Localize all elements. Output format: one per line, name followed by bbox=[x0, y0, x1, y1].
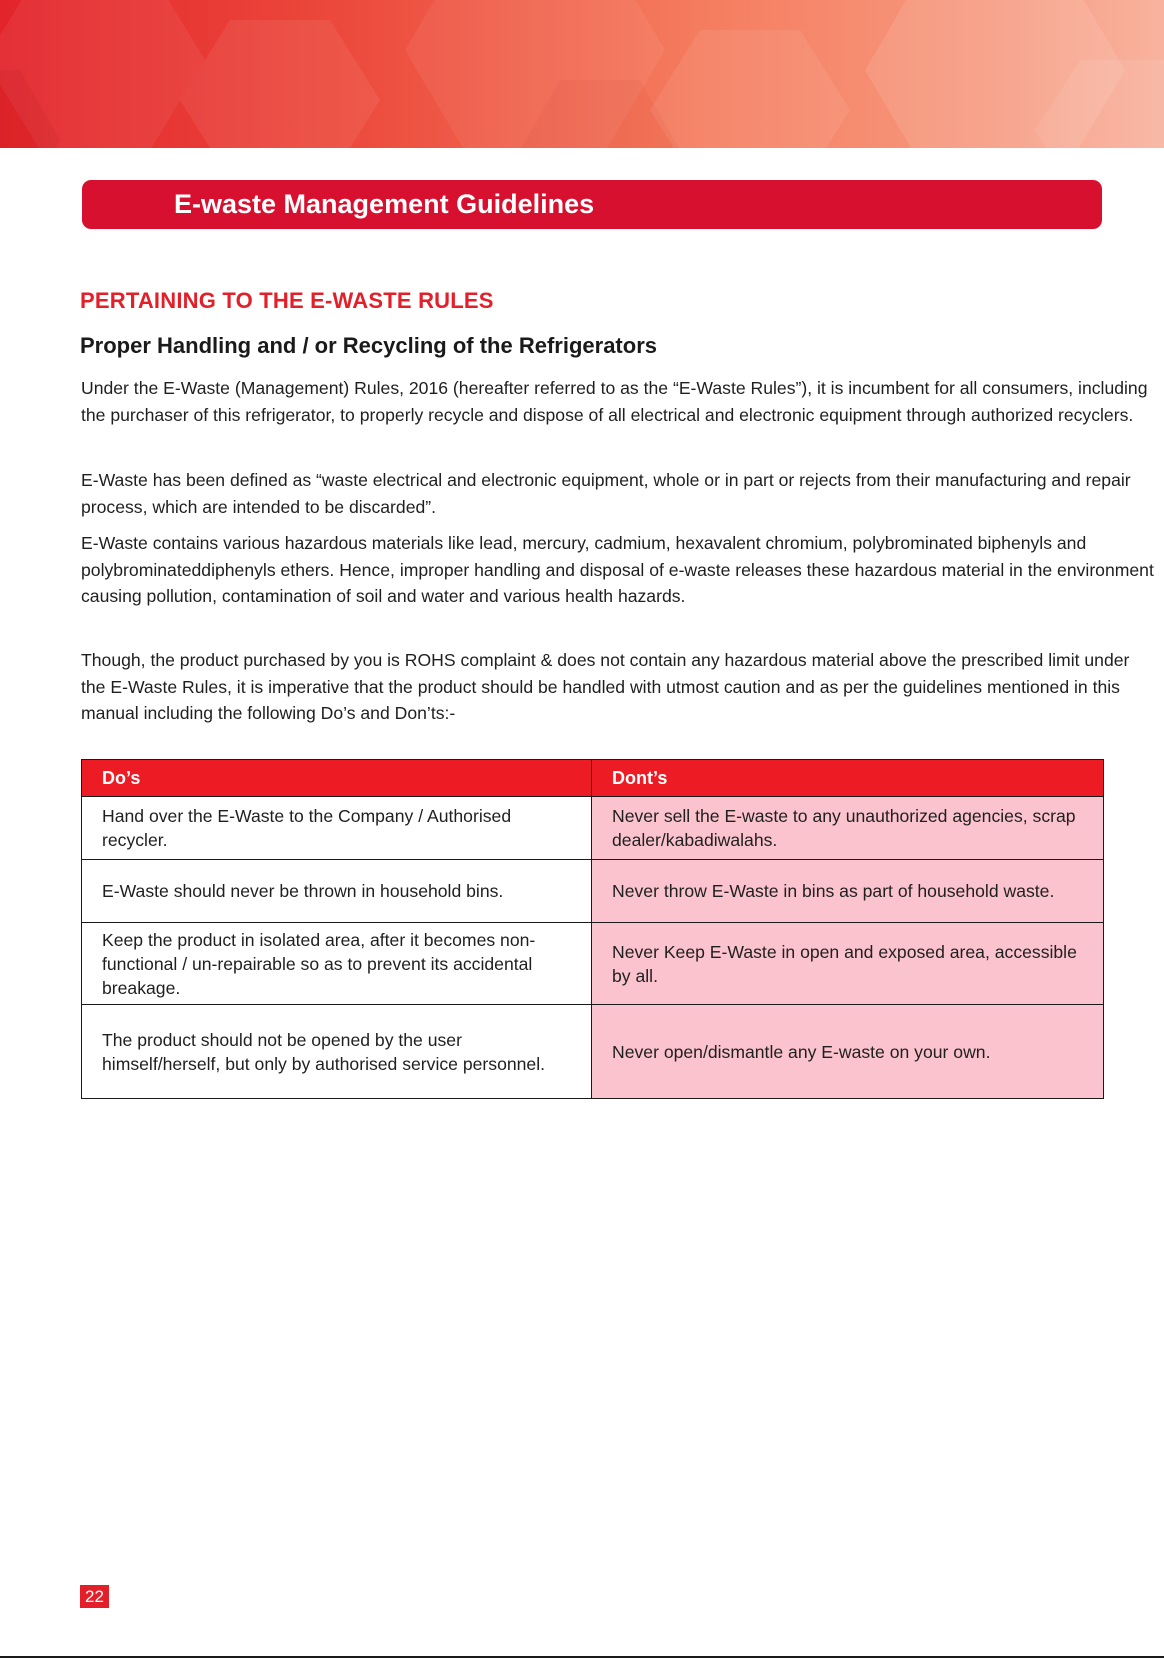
page-title: E-waste Management Guidelines bbox=[174, 189, 595, 219]
header-band bbox=[0, 0, 1164, 148]
dont-cell: Never open/dismantle any E-waste on your own. bbox=[592, 1005, 1104, 1099]
paragraph-rules-intro: Under the E-Waste (Management) Rules, 2016 (hereafter referred to as the “E-Waste Rules”), it is incumbent for all consumers, including the purchaser of this refrigerator, to properly recycle and dispose of all electrical and electronic equipment through authorized recyclers. bbox=[81, 378, 1148, 425]
donts-column-header: Dont’s bbox=[592, 760, 1104, 797]
table-row bbox=[82, 923, 1104, 1005]
section-subheading: Proper Handling and / or Recycling of the Refrigerators bbox=[80, 333, 657, 358]
paragraph-rohs: Though, the product purchased by you is ROHS complaint & does not contain any hazardous material above the prescribed limit under the E-Waste Rules, it is imperative that the product should be handled with utmost caution and as per the guidelines mentioned in this manual including the following Do’s and Don’ts:- bbox=[81, 650, 1130, 723]
page-number: 22 bbox=[80, 1585, 109, 1608]
table-row bbox=[82, 1005, 1104, 1099]
dont-cell: Never throw E-Waste in bins as part of household waste. bbox=[592, 860, 1104, 923]
table-header-row bbox=[82, 760, 1104, 797]
paragraph-definition: E-Waste has been defined as “waste electrical and electronic equipment, whole or in part or rejects from their manufacturing and repair process, which are intended to be discarded”. bbox=[81, 470, 1131, 517]
section-heading: PERTAINING TO THE E-WASTE RULES bbox=[80, 288, 494, 313]
do-cell: Hand over the E-Waste to the Company / Authorised recycler. bbox=[82, 797, 592, 860]
table-row bbox=[82, 797, 1104, 860]
paragraph-hazards: E-Waste contains various hazardous materials like lead, mercury, cadmium, hexavalent chromium, polybrominated biphenyls and polybrominateddiphenyls ethers. Hence, improper handling and disposal of e-waste releases these hazardous material in the environment causing pollution, contamination of soil and water and various health hazards. bbox=[81, 533, 1154, 606]
dont-cell: Never Keep E-Waste in open and exposed area, accessible by all. bbox=[592, 923, 1104, 1005]
do-cell: Keep the product in isolated area, after it becomes non-functional / un-repairable so as to prevent its accidental breakage. bbox=[82, 923, 592, 1005]
do-cell: The product should not be opened by the user himself/herself, but only by authorised service personnel. bbox=[82, 1005, 592, 1099]
dos-donts-table bbox=[81, 759, 1104, 1099]
do-cell: E-Waste should never be thrown in household bins. bbox=[82, 860, 592, 923]
dont-cell: Never sell the E-waste to any unauthorized agencies, scrap dealer/kabadiwalahs. bbox=[592, 797, 1104, 860]
dos-column-header: Do’s bbox=[82, 760, 592, 797]
bottom-rule bbox=[0, 1656, 1164, 1658]
hexagon-pattern-decoration bbox=[0, 0, 1164, 148]
table-row bbox=[82, 860, 1104, 923]
title-bar bbox=[82, 180, 1102, 229]
